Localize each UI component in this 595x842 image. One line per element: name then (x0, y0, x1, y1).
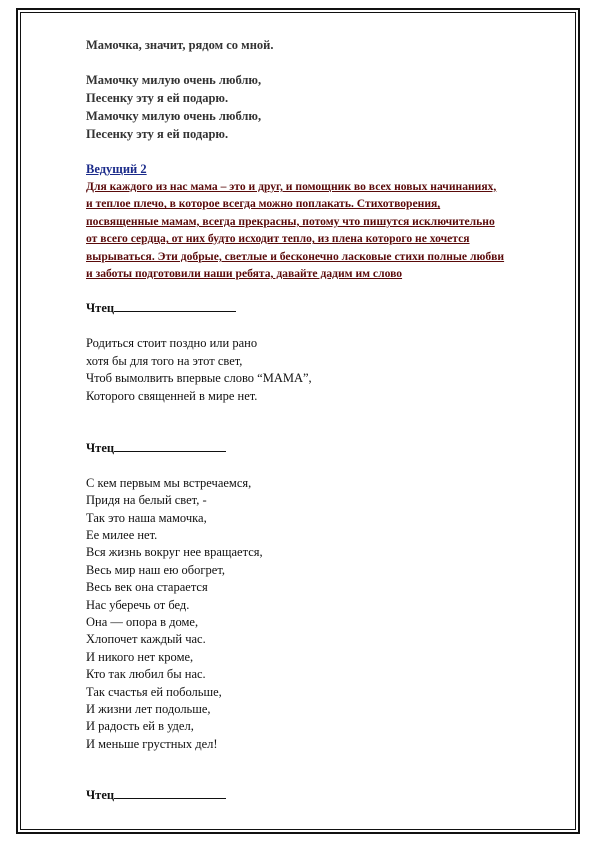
verse-line: Нас уберечь от бед. (86, 597, 190, 612)
verse-line: Ее милее нет. (86, 528, 158, 543)
verse-line: Она — опора в доме, (86, 615, 199, 630)
reader-heading (86, 439, 556, 457)
host-line: от всего сердца, от них будто исходит тепло, из плена которого не хочется (86, 232, 470, 246)
verse-line: Весь век она старается (86, 580, 208, 595)
verse-line: хотя бы для того на этот свет, (86, 353, 243, 368)
verse-line: Придя на белый свет, - (86, 493, 207, 508)
verse-line: Чтоб вымолвить впервые слово “МАМА”, (86, 371, 312, 386)
name-blank-line (114, 299, 236, 312)
verse-line: И никого нет кроме, (86, 649, 194, 664)
host-line: и заботы подготовили наши ребята, давайте дадим им слово (86, 266, 403, 280)
intro-line: Мамочку милую очень люблю, (86, 109, 262, 123)
intro-verse (86, 36, 556, 143)
intro-line: Мамочка, значит, рядом со мной. (86, 38, 274, 52)
host-heading: Ведущий 2 (86, 162, 147, 176)
intro-line: Песенку эту я ей подарю. (86, 91, 229, 105)
verse-line: Которого священней в мире нет. (86, 388, 258, 403)
verse-line: Так это наша мамочка, (86, 510, 207, 525)
reader-heading (86, 786, 556, 804)
reader-heading (86, 299, 556, 317)
reader-label: Чтец (86, 788, 115, 803)
verse-line: И жизни лет подольше, (86, 701, 211, 716)
name-blank-line (114, 786, 226, 799)
verse-line: И меньше грустных дел! (86, 736, 218, 751)
host-line: посвященные мамам, всегда прекрасны, потому что пишутся исключительно (86, 214, 495, 228)
intro-line: Песенку эту я ей подарю. (86, 127, 229, 141)
host-line: вырываться. Эти добрые, светлые и бесконечно ласковые стихи полные любви (86, 249, 505, 263)
reader2-verse (86, 474, 556, 752)
verse-line: Весь мир наш ею обогрет, (86, 562, 225, 577)
host-line: Для каждого из нас мама – это и друг, и помощник во всех новых начинаниях, (86, 180, 497, 193)
intro-line: Мамочку милую очень люблю, (86, 73, 262, 87)
reader-label: Чтец (86, 440, 115, 455)
verse-line: Хлопочет каждый час. (86, 632, 206, 647)
name-blank-line (114, 439, 226, 452)
verse-line: И радость ей в удел, (86, 719, 194, 734)
reader-label: Чтец (86, 301, 115, 316)
reader1-verse (86, 334, 556, 404)
host-line: и теплое плечо, в которое всегда можно поплакать. Стихотворения, (86, 197, 441, 211)
verse-line: Так счастья ей побольше, (86, 684, 222, 699)
document-body (86, 36, 556, 804)
verse-line: Кто так любил бы нас. (86, 667, 206, 682)
verse-line: Вся жизнь вокруг нее вращается, (86, 545, 263, 560)
host-paragraph (86, 178, 556, 282)
verse-line: Родиться стоит поздно или рано (86, 336, 258, 351)
verse-line: С кем первым мы встречаемся, (86, 475, 252, 490)
